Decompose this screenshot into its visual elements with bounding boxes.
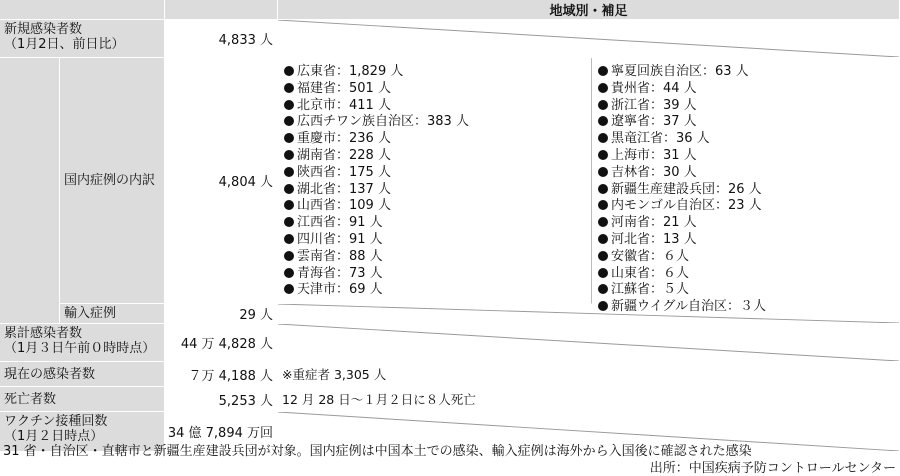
region-item-text: 湖南省：228 人: [297, 147, 391, 163]
region-item: [598, 182, 899, 199]
region-item: [598, 64, 899, 81]
region-item: [598, 215, 899, 232]
bullet-icon: [284, 150, 294, 160]
bullet-icon: [284, 116, 294, 126]
cumulative-empty-note: [278, 324, 900, 362]
bullet-icon: [598, 200, 608, 210]
region-item: [598, 131, 899, 148]
region-item-text: 寧夏回族自治区：63 人: [611, 64, 749, 79]
imported-value: 29 人: [165, 304, 278, 324]
imported-empty-note: [278, 304, 900, 324]
region-item-text: 四川省：91 人: [297, 231, 383, 247]
region-list-col1: [278, 58, 591, 304]
bullet-icon: [284, 251, 294, 261]
diagonal-line: [278, 324, 899, 361]
region-item-text: 陝西省：175 人: [297, 164, 391, 180]
bullet-icon: [284, 184, 294, 194]
bullet-icon: [598, 268, 608, 278]
bullet-icon: [598, 83, 608, 93]
new-cases-value: 4,833 人: [165, 20, 278, 58]
region-item: [598, 249, 899, 266]
bullet-icon: [284, 167, 294, 177]
new-cases-empty-note: [278, 20, 900, 58]
region-list-2: [592, 58, 899, 316]
deaths-value: 5,253 人: [165, 387, 278, 412]
current-note: ※重症者 3,305 人: [278, 362, 900, 387]
region-item: [284, 266, 590, 283]
indent-spacer: [0, 58, 60, 324]
bullet-icon: [598, 184, 608, 194]
region-item: [598, 81, 899, 98]
bullet-icon: [598, 217, 608, 227]
region-item: [598, 198, 899, 215]
region-item: [598, 266, 899, 283]
bullet-icon: [284, 200, 294, 210]
region-item: [284, 232, 590, 249]
vaccine-sub: （1月２日時点）: [4, 429, 104, 444]
region-item-text: 青海省：73 人: [297, 265, 383, 281]
region-item-text: 山東省：６人: [611, 265, 690, 281]
bullet-icon: [284, 217, 294, 227]
footer-note: 31 省・自治区・直轄市と新疆生産建設兵団が対象。国内症例は中国本土での感染、輸入症例は海外から入国後に確認された感染: [3, 444, 752, 459]
header-blank-value: [165, 0, 278, 20]
diagonal-line: [278, 304, 899, 323]
bullet-icon: [284, 268, 294, 278]
vaccine-value: 34 億 7,894 万回: [165, 412, 278, 452]
new-cases-label: [0, 20, 165, 58]
cumulative-label: [0, 324, 165, 362]
region-item: [598, 165, 899, 182]
region-item-text: 江西省：91 人: [297, 215, 383, 231]
region-item: [284, 165, 590, 182]
region-item-text: 北京市：411 人: [297, 97, 391, 113]
header-region-note: 地域別・補足: [278, 0, 900, 20]
cumulative-sub: （1月３日午前０時時点）: [4, 341, 156, 356]
region-item: [284, 98, 590, 115]
region-item-text: 広西チワン族自治区：383 人: [297, 114, 469, 130]
region-item: [284, 249, 590, 266]
current-label: 現在の感染者数: [0, 362, 165, 387]
region-item-text: 河北省：13 人: [611, 231, 697, 247]
region-item-text: 重慶市：236 人: [297, 131, 391, 147]
imported-label: 輸入症例: [60, 304, 165, 324]
region-item: [284, 81, 590, 98]
region-list-1: [278, 58, 590, 299]
bullet-icon: [284, 100, 294, 110]
cumulative-value: 44 万 4,828 人: [165, 324, 278, 362]
bullet-icon: [598, 234, 608, 244]
region-item-text: 黒竜江省：36 人: [611, 131, 710, 147]
region-item: [284, 282, 590, 299]
source-note: 出所：中国疾病予防コントロールセンター: [649, 461, 896, 476]
region-item-text: 山西省：109 人: [297, 198, 391, 214]
cumulative-title: 累計感染者数: [4, 326, 83, 341]
domestic-label: 国内症例の内訳: [60, 58, 165, 304]
region-item: [284, 215, 590, 232]
region-item-text: 貴州省：44 人: [611, 80, 697, 96]
bullet-icon: [598, 66, 608, 76]
bullet-icon: [598, 100, 608, 110]
region-item: [598, 282, 899, 299]
region-item: [598, 148, 899, 165]
region-item: [284, 148, 590, 165]
bullet-icon: [284, 66, 294, 76]
new-cases-title: 新規感染者数: [4, 22, 83, 37]
region-item: [284, 131, 590, 148]
region-item: [284, 182, 590, 199]
region-item: [284, 64, 590, 81]
bullet-icon: [598, 150, 608, 160]
region-item-text: 河南省：21 人: [611, 215, 697, 231]
bullet-icon: [284, 133, 294, 143]
region-item-text: 広東省：1,829 人: [297, 64, 404, 79]
header-blank: [0, 0, 165, 20]
bullet-icon: [284, 284, 294, 294]
deaths-note: 12 月 28 日～１月２日に８人死亡: [278, 387, 900, 412]
region-item: [598, 232, 899, 249]
domestic-value: 4,804 人: [165, 58, 278, 304]
region-item: [598, 114, 899, 131]
current-value: ７万 4,188 人: [165, 362, 278, 387]
region-item-text: 湖北省：137 人: [297, 181, 391, 197]
bullet-icon: [598, 116, 608, 126]
region-item-text: 遼寧省：37 人: [611, 114, 697, 130]
region-item-text: 上海市：31 人: [611, 147, 697, 163]
bullet-icon: [598, 251, 608, 261]
deaths-label: 死亡者数: [0, 387, 165, 412]
region-item-text: 雲南省：88 人: [297, 248, 383, 264]
diagonal-line: [278, 20, 899, 57]
region-item-text: 内モンゴル自治区：23 人: [611, 198, 762, 214]
region-item-text: 新疆ウイグル自治区：３人: [611, 299, 766, 315]
bullet-icon: [598, 167, 608, 177]
region-item-text: 吉林省：30 人: [611, 164, 697, 180]
region-item: [598, 98, 899, 115]
vaccine-title: ワクチン接種回数: [4, 414, 108, 429]
bullet-icon: [598, 133, 608, 143]
bullet-icon: [284, 234, 294, 244]
region-item-text: 江蘇省：５人: [611, 282, 690, 298]
bullet-icon: [284, 83, 294, 93]
bullet-icon: [598, 284, 608, 294]
region-item: [284, 198, 590, 215]
region-list-col2: [591, 58, 900, 315]
region-item-text: 浙江省：39 人: [611, 97, 697, 113]
new-cases-sub: （1月2日、前日比）: [4, 37, 125, 52]
region-item: [284, 114, 590, 131]
region-item-text: 安徽省：６人: [611, 248, 690, 264]
region-item-text: 天津市：69 人: [297, 282, 383, 298]
region-item-text: 福建省：501 人: [297, 80, 391, 96]
region-item-text: 新疆生産建設兵団：26 人: [611, 181, 762, 197]
